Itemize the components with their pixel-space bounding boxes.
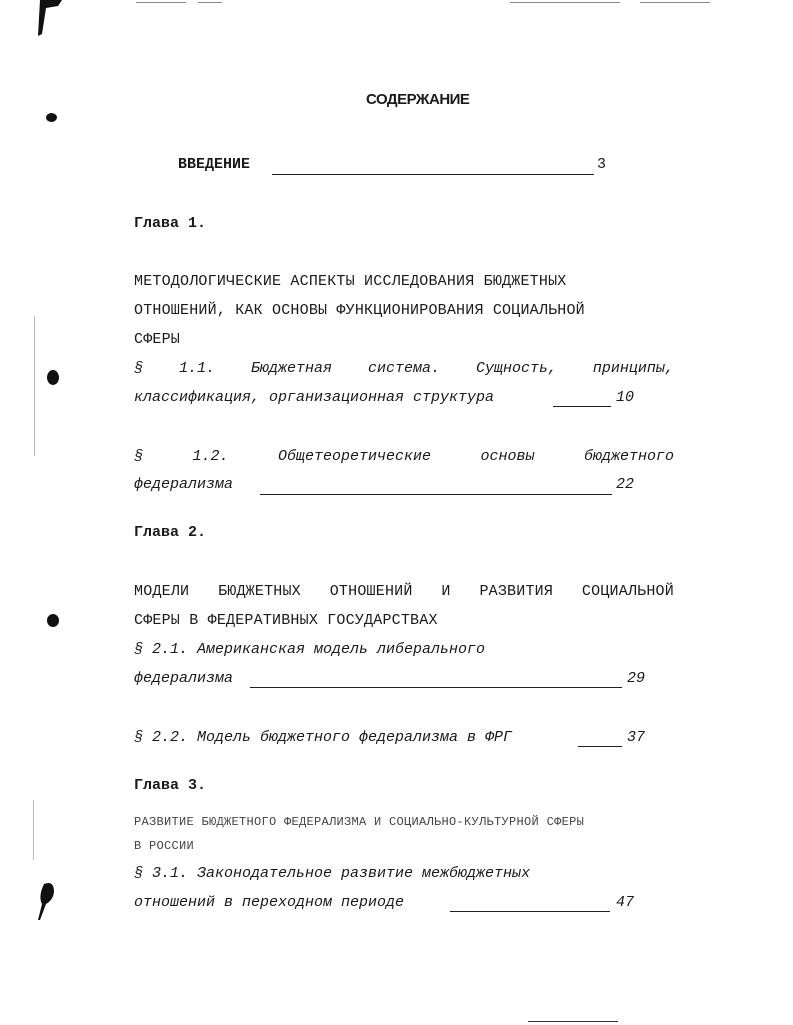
chapter-title-line: [134, 583, 674, 600]
punch-hole-mark: [47, 370, 59, 385]
chapter-title-line: МЕТОДОЛОГИЧЕСКИЕ АСПЕКТЫ ИССЛЕДОВАНИЯ БЮДЖЕТНЫХ: [134, 273, 567, 290]
chapter-heading: Глава 1.: [134, 215, 207, 232]
chapter-title-line: СФЕРЫ: [134, 331, 181, 348]
chapter-title-word: РАЗВИТИЯ: [479, 583, 554, 600]
scan-mark-bottom-left: [34, 882, 62, 924]
section-line: [134, 360, 674, 377]
scan-dash: [640, 2, 710, 3]
section-word: система.: [367, 360, 440, 377]
section-page-number: 47: [616, 894, 635, 911]
section-title-line: § 2.1. Американская модель либерального: [134, 641, 486, 658]
section-word: §: [134, 360, 144, 377]
section-page-number: 22: [616, 476, 635, 493]
toc-leader: [250, 687, 622, 688]
toc-leader: [450, 911, 610, 912]
section-word: 1.1.: [178, 360, 215, 377]
section-page-number: 29: [627, 670, 646, 687]
section-title-line: классификация, организационная структура: [134, 389, 495, 406]
scan-edge-line: [34, 316, 35, 456]
chapter-heading: Глава 3.: [134, 777, 207, 794]
section-title-line: федерализма: [134, 670, 234, 687]
chapter-title-line: В РОССИИ: [134, 839, 195, 853]
section-title-line: § 2.2. Модель бюджетного федерализма в ФРГ: [134, 729, 513, 746]
toc-leader: [578, 746, 622, 747]
chapter-title-line: ОТНОШЕНИЙ, КАК ОСНОВЫ ФУНКЦИОНИРОВАНИЯ СОЦИАЛЬНОЙ: [134, 302, 585, 319]
section-title-line: отношений в переходном периоде: [134, 894, 405, 911]
chapter-title-word: ОТНОШЕНИЙ: [329, 583, 413, 600]
section-page-number: 37: [627, 729, 646, 746]
punch-hole-mark: [46, 113, 57, 122]
chapter-title-word: И: [441, 583, 451, 600]
scan-dash: [510, 2, 620, 3]
section-word: бюджетного: [583, 448, 674, 465]
intro-page-number: 3: [597, 156, 607, 173]
page-title: СОДЕРЖАНИЕ: [366, 91, 470, 108]
scan-mark-top-left: [36, 0, 66, 40]
punch-hole-mark: [47, 614, 59, 627]
toc-leader: [553, 406, 611, 407]
section-word: Сущность,: [475, 360, 557, 377]
scan-dash: [528, 1021, 618, 1022]
section-line: [134, 448, 674, 465]
toc-leader: [272, 174, 594, 175]
toc-leader: [260, 494, 612, 495]
chapter-title-word: СОЦИАЛЬНОЙ: [581, 583, 674, 600]
section-word: основы: [480, 448, 535, 465]
chapter-title-line: СФЕРЫ В ФЕДЕРАТИВНЫХ ГОСУДАРСТВАХ: [134, 612, 438, 629]
intro-label: ВВЕДЕНИЕ: [178, 156, 251, 173]
section-word: §: [134, 448, 144, 465]
chapter-title-line: РАЗВИТИЕ БЮДЖЕТНОГО ФЕДЕРАЛИЗМА И СОЦИАЛЬНО-КУЛЬТУРНОЙ СФЕРЫ: [134, 815, 585, 829]
section-word: принципы,: [592, 360, 674, 377]
scan-dash: [198, 2, 222, 3]
section-title-line: федерализма: [134, 476, 234, 493]
chapter-heading: Глава 2.: [134, 524, 207, 541]
chapter-title-word: БЮДЖЕТНЫХ: [218, 583, 301, 600]
scan-dash: [136, 2, 186, 3]
section-word: Бюджетная: [250, 360, 332, 377]
chapter-title-word: МОДЕЛИ: [134, 583, 190, 600]
scan-edge-line: [33, 800, 34, 860]
section-word: 1.2.: [192, 448, 229, 465]
section-page-number: 10: [616, 389, 635, 406]
section-title-line: § 3.1. Законодательное развитие межбюджетных: [134, 865, 531, 882]
section-word: Общетеоретические: [277, 448, 431, 465]
